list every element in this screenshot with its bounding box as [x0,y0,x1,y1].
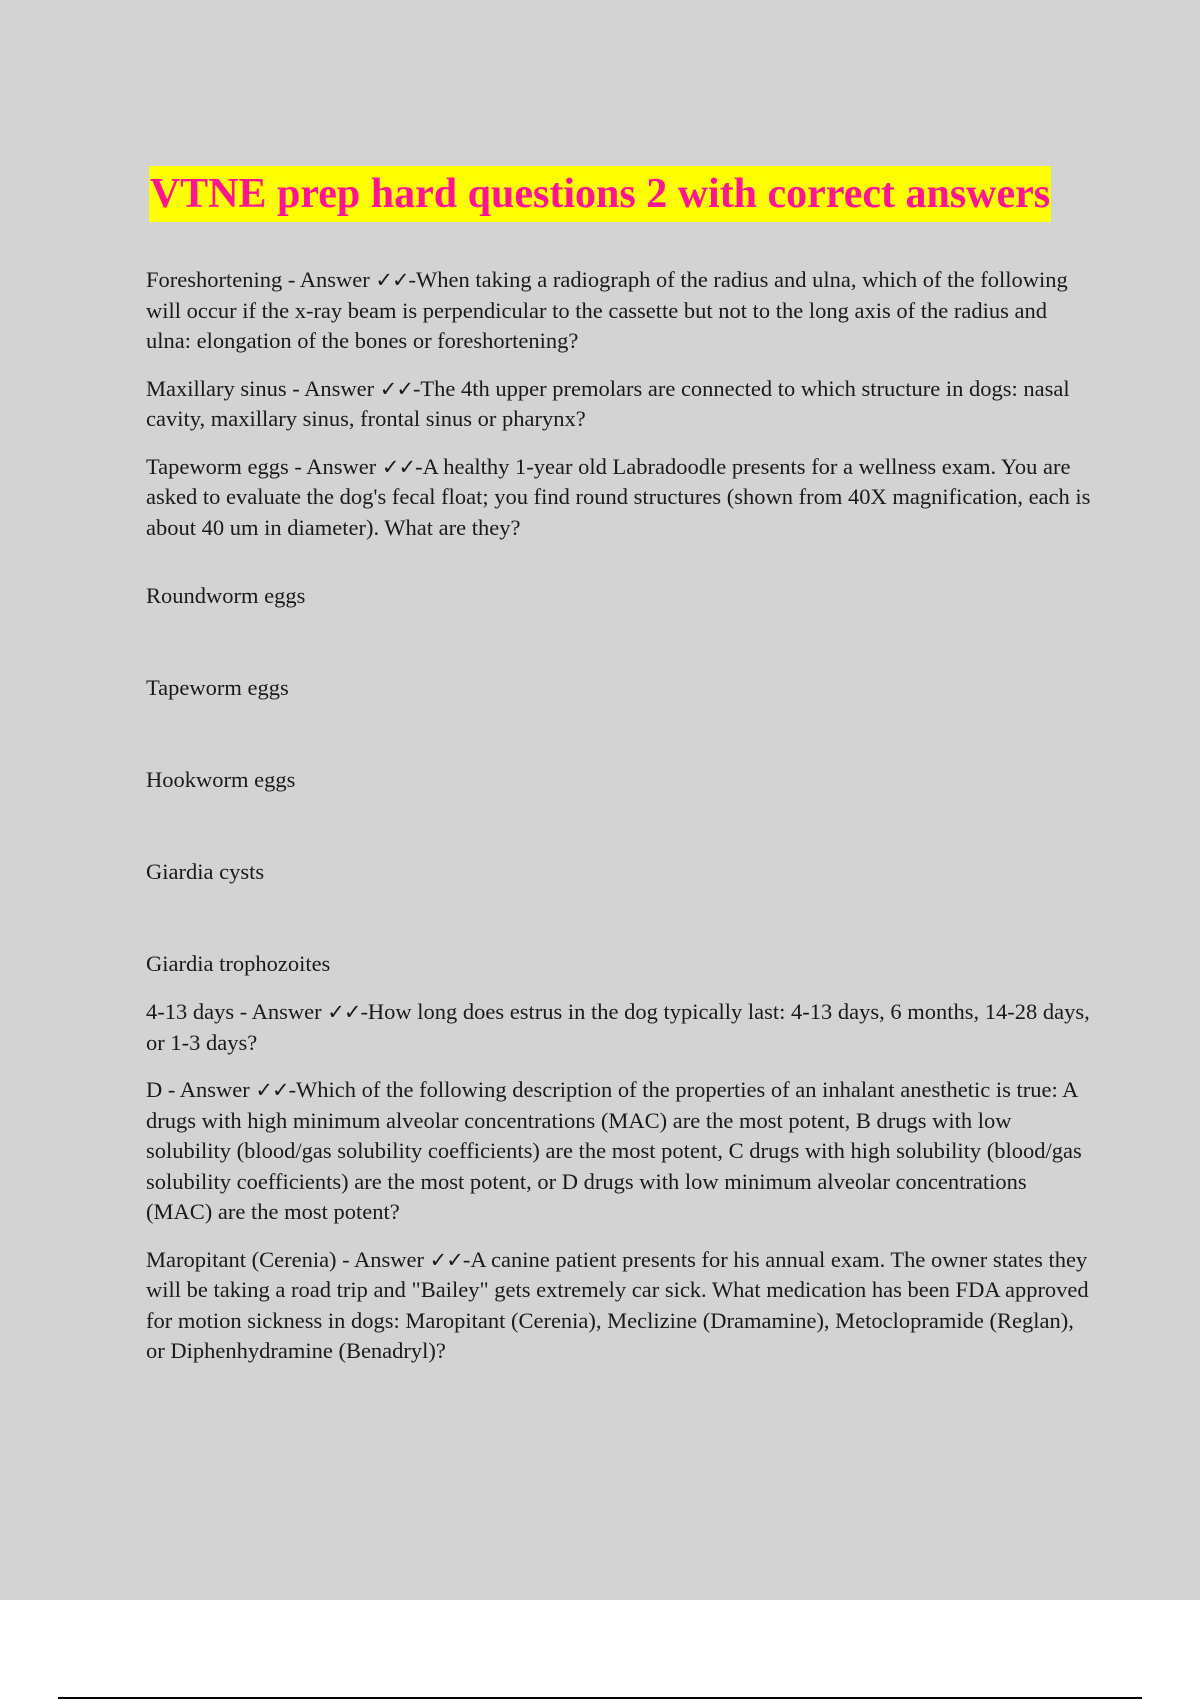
answer-text: Foreshortening [146,267,283,292]
document-title: VTNE prep hard questions 2 with correct answers [149,166,1051,222]
qa-item-2 [146,374,1091,435]
double-check-icon: ✓✓ [255,1078,289,1102]
option-giardia-trophozoites: Giardia trophozoites [146,951,331,976]
qa-item-4 [146,997,1091,1058]
qa-item-5 [146,1075,1091,1228]
option-giardia-cysts: Giardia cysts [146,859,265,884]
double-check-icon: ✓✓ [381,454,416,479]
question-text: -A canine patient presents for his annual exam. The owner states they will be taking a road trip and "Bailey" gets extremely car sick. What medication has been FDA approved for motion sickness in dogs: Maropitant (Cerenia), Meclizine (Dramamine), Metoclopramide (Reglan), or Diphenhydramine (Benadryl)? [146,1246,1089,1363]
double-check-icon: ✓✓ [379,376,413,401]
option-roundworm-eggs: Roundworm eggs [146,583,306,608]
answer-text: D [146,1077,163,1102]
answer-text: Maxillary sinus [146,375,287,401]
answer-separator: - Answer [282,267,376,292]
option-tapeworm-eggs: Tapeworm eggs [146,675,289,700]
option-hookworm-eggs: Hookworm eggs [146,767,296,792]
double-check-icon: ✓✓ [375,268,409,292]
question-text: -Which of the following description of the properties of an inhalant anesthetic is true: A drugs with high minimum alveolar concentrations (MAC) are the most potent, B drugs with low solubility (blood/gas solubility coefficients) are the most potent, C drugs with high solubility (blood/gas solubility coefficients) are the most potent, or D drugs with low minimum alveolar concentrations (MAC) are the most potent? [146,1077,1082,1224]
answer-separator: - Answer [286,375,380,401]
question-text: -How long does estrus in the dog typically last: 4-13 days, 6 months, 14-28 days, or 1-3 days? [146,999,1090,1055]
answer-text: 4-13 days [146,999,235,1024]
title-wrapper [0,166,1200,222]
answer-separator: - Answer [162,1077,256,1102]
question-text: -The 4th upper premolars are connected to which structure in dogs: nasal cavity, maxillary sinus, frontal sinus or pharynx? [146,375,1070,431]
double-check-icon: ✓✓ [429,1247,463,1272]
answer-separator: - Answer [234,999,328,1024]
qa-item-3 [146,452,1091,544]
footer-divider [58,1697,1142,1699]
qa-item-1 [146,265,1091,357]
qa-list [146,265,1091,1384]
double-check-icon: ✓✓ [327,1000,361,1024]
qa-item-6 [146,1245,1091,1367]
question-text: -When taking a radiograph of the radius and ulna, which of the following will occur if the x-ray beam is perpendicular to the cassette but not to the long axis of the radius and ulna: elongation of the bones or foreshortening? [146,267,1068,353]
answer-text: Tapeworm eggs [146,453,289,479]
answer-text: Maropitant (Cerenia) [146,1246,337,1272]
question-text: -A healthy 1-year old Labradoodle presents for a wellness exam. You are asked to evaluate the dog's fecal float; you find round structures (shown from 40X magnification, each is about 40 um in diameter). What are they? [146,453,1091,540]
answer-separator: - Answer [336,1246,430,1272]
answer-separator: - Answer [288,453,382,479]
